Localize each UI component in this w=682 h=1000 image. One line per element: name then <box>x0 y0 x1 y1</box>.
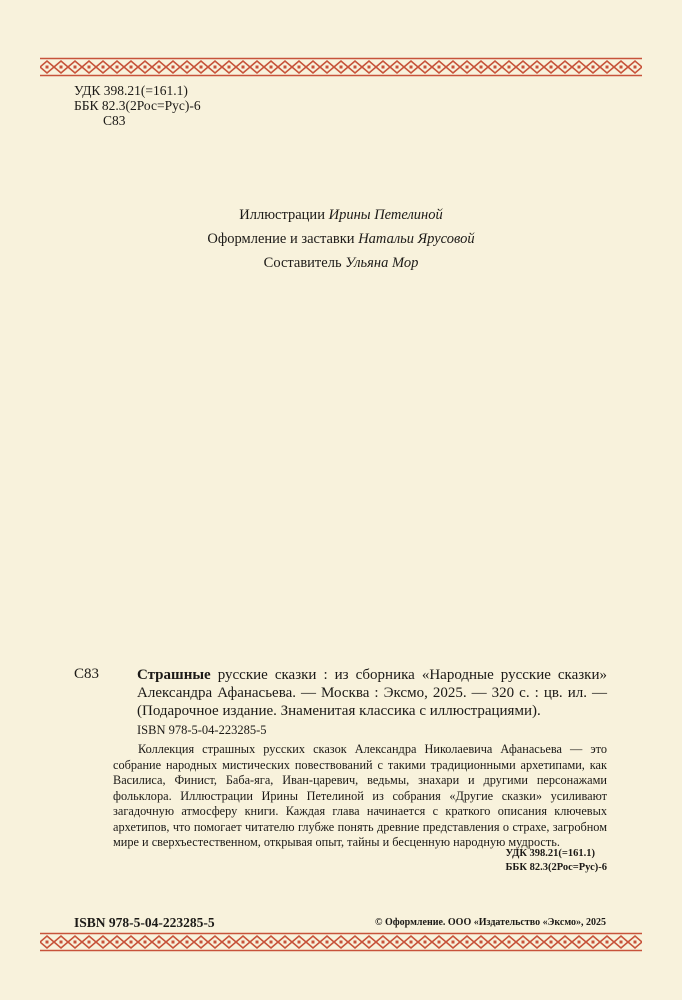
ornament-dot <box>200 941 203 944</box>
ornament-dot <box>466 941 469 944</box>
entry-isbn: ISBN 978-5-04-223285-5 <box>137 723 267 737</box>
ornament-dot <box>116 941 119 944</box>
credit-illustrations-name: Ирины Петелиной <box>328 207 443 223</box>
ornament-dot <box>172 66 175 69</box>
credit-design-label: Оформление и заставки <box>207 231 359 247</box>
credit-design <box>0 227 682 251</box>
author-sign: С83 <box>103 113 126 128</box>
bbk-code: ББК 82.3(2Рос=Рус)-6 <box>74 98 201 113</box>
ornament-dot <box>214 66 217 69</box>
ornament-dot <box>242 66 245 69</box>
ornament-dot <box>564 941 567 944</box>
credit-compiler-label: Составитель <box>263 255 346 271</box>
ornament-dot <box>382 66 385 69</box>
ornament-dot <box>270 941 273 944</box>
ornament-dot <box>46 941 49 944</box>
ornament-dot <box>410 66 413 69</box>
ornament-dot <box>256 66 259 69</box>
ornament-dot <box>494 66 497 69</box>
ornament-dot <box>340 66 343 69</box>
ornament-dot <box>480 941 483 944</box>
ornament-dot <box>550 66 553 69</box>
annotation <box>113 742 607 851</box>
ornament-dot <box>354 66 357 69</box>
ornament-dot <box>88 66 91 69</box>
ornament-dot <box>466 66 469 69</box>
ornament-dot <box>158 66 161 69</box>
ornament-dot <box>438 941 441 944</box>
ornament-border-bottom <box>40 932 642 952</box>
ornament-dot <box>46 66 49 69</box>
annotation-text: Коллекция страшных русских сказок Александра Николаевича Афанасьева — это собрание народных мистических повествований с такими традиционными архетипами, как Василиса, Финист, Баба-яга, Иван-царевич, ведьмы, знахари и другими персонажами фольклора. Иллюстрации Ирины Петелиной из собрания «Другие сказки» усиливают загадочную атмосферу книги. Каждая глава начинается с краткого описания ключевых архетипов, что помогает читателю глубже понять древние представления о страхе, загробном мире и сверхъестественном, открывая опыт, тайны и бесценную народную мудрость. <box>113 742 607 849</box>
ornament-dot <box>396 941 399 944</box>
ornament-dot <box>634 941 637 944</box>
ornament-dot <box>130 941 133 944</box>
ornament-dot <box>144 941 147 944</box>
ornament-dot <box>354 941 357 944</box>
bibliographic-entry <box>137 666 607 720</box>
footer-isbn: ISBN 978-5-04-223285-5 <box>74 915 215 930</box>
ornament-dot <box>74 941 77 944</box>
ornament-dot <box>368 66 371 69</box>
ornament-dot <box>424 66 427 69</box>
top-classification-codes <box>74 83 201 128</box>
ornament-dot <box>60 66 63 69</box>
ornament-dot <box>312 941 315 944</box>
ornament-dot <box>522 66 525 69</box>
ornament-dot <box>396 66 399 69</box>
ornament-dot <box>522 941 525 944</box>
ornament-border-top <box>40 57 642 77</box>
ornament-dot <box>452 941 455 944</box>
ornament-dot <box>116 66 119 69</box>
ornament-dot <box>536 941 539 944</box>
ornament-dot <box>606 66 609 69</box>
ornament-dot <box>620 941 623 944</box>
credit-illustrations <box>0 203 682 227</box>
credit-compiler-name: Ульяна Мор <box>345 255 419 271</box>
ornament-dot <box>634 66 637 69</box>
credit-compiler <box>0 251 682 275</box>
entry-author-sign: С83 <box>74 666 100 682</box>
credits-block <box>0 203 682 275</box>
ornament-dot <box>340 941 343 944</box>
ornament-dot <box>480 66 483 69</box>
ornament-dot <box>298 941 301 944</box>
bottom-bbk-code: ББК 82.3(2Рос=Рус)-6 <box>505 862 607 873</box>
ornament-dot <box>438 66 441 69</box>
ornament-dot <box>158 941 161 944</box>
ornament-dot <box>410 941 413 944</box>
ornament-dot <box>592 941 595 944</box>
ornament-dot <box>368 941 371 944</box>
ornament-dot <box>424 941 427 944</box>
ornament-dot <box>382 941 385 944</box>
bottom-udk-code: УДК 398.21(=161.1) <box>505 848 596 859</box>
ornament-dot <box>452 66 455 69</box>
bottom-classification-codes <box>505 847 607 875</box>
ornament-top-svg <box>40 57 642 77</box>
ornament-dot <box>564 66 567 69</box>
ornament-dot <box>144 66 147 69</box>
ornament-dot <box>60 941 63 944</box>
ornament-dot <box>130 66 133 69</box>
ornament-dot <box>578 66 581 69</box>
ornament-dot <box>228 941 231 944</box>
ornament-dot <box>578 941 581 944</box>
ornament-dot <box>494 941 497 944</box>
ornament-dot <box>284 941 287 944</box>
ornament-dot <box>298 66 301 69</box>
ornament-dot <box>620 66 623 69</box>
ornament-dot <box>102 941 105 944</box>
credit-design-name: Натальи Ярусовой <box>358 231 475 247</box>
ornament-dot <box>284 66 287 69</box>
ornament-dot <box>88 941 91 944</box>
ornament-dot <box>214 941 217 944</box>
ornament-dot <box>508 941 511 944</box>
ornament-dot <box>256 941 259 944</box>
ornament-dot <box>508 66 511 69</box>
ornament-dot <box>312 66 315 69</box>
ornament-dot <box>326 66 329 69</box>
credit-illustrations-label: Иллюстрации <box>239 207 329 223</box>
ornament-dot <box>550 941 553 944</box>
ornament-dot <box>172 941 175 944</box>
ornament-bottom-svg <box>40 932 642 952</box>
entry-title-bold: Страшные <box>137 667 211 683</box>
ornament-dot <box>186 941 189 944</box>
entry-description: русские сказки : из сборника «Народные русские сказки» Александра Афанасьева. — Москва : Эксмо, 2025. — 320 с. : цв. ил. — (Подарочное издание. Знаменитая классика с иллюстрациями). <box>137 667 607 719</box>
ornament-dot <box>592 66 595 69</box>
ornament-dot <box>606 941 609 944</box>
ornament-dot <box>186 66 189 69</box>
ornament-dot <box>228 66 231 69</box>
ornament-dot <box>242 941 245 944</box>
udk-code: УДК 398.21(=161.1) <box>74 83 188 98</box>
ornament-dot <box>326 941 329 944</box>
ornament-dot <box>102 66 105 69</box>
ornament-dot <box>270 66 273 69</box>
ornament-dot <box>74 66 77 69</box>
ornament-dot <box>536 66 539 69</box>
ornament-dot <box>200 66 203 69</box>
copyright-notice: © Оформление. ООО «Издательство «Эксмо», 2025 <box>375 917 606 928</box>
